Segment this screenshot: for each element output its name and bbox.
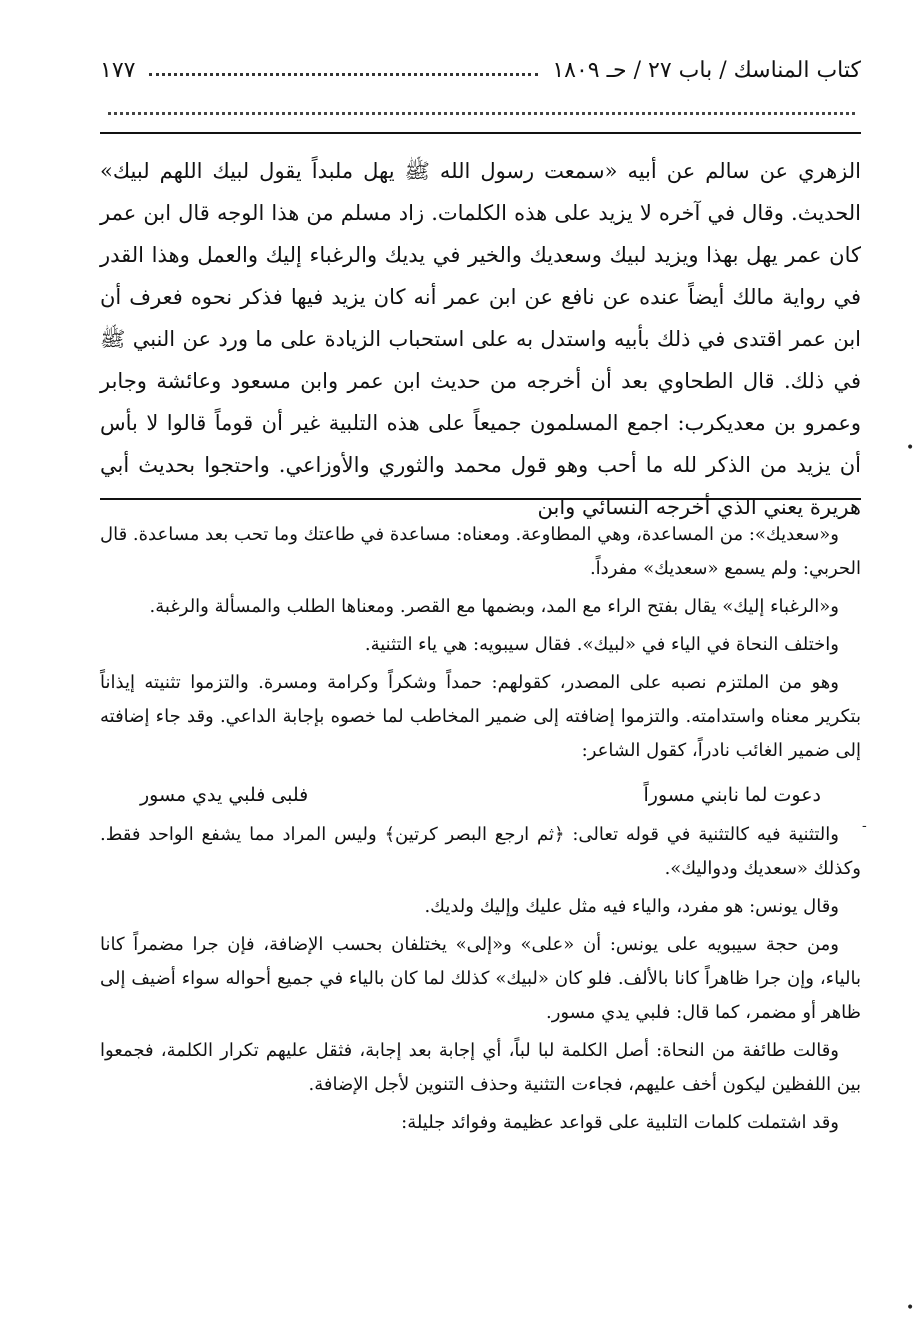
- note-taifa: وقالت طائفة من النحاة: أصل الكلمة لبا لباً، أي إجابة بعد إجابة، فثقل عليهم تكرار الكلمة، فجمعوا بين اللفظين ليكون أخف عليهم، فجاءت التثنية وحذف التنوين لأجل الإضافة.: [100, 1040, 861, 1095]
- margin-mark: -: [862, 818, 867, 834]
- margin-mark: •: [906, 1300, 914, 1316]
- note-hujja: ومن حجة سيبويه على يونس: أن «على» و«إلى» يختلفان بحسب الإضافة، فإن جرا مضمراً كانا بالياء، وإن جرا ظاهراً كانا بالألف. فلو كان «لبيك» كذلك لما كان بالياء في جميع أحواله سواء أضيف إلى ظاهر أو مضمر، كما قال: فلبي يدي مسور.: [100, 934, 861, 1023]
- footnote-separator: [100, 498, 861, 500]
- header-title: كتاب المناسك / باب ٢٧ / حـ ١٨٠٩: [552, 57, 861, 83]
- margin-mark: •: [906, 440, 914, 456]
- note-masdar: وهو من الملتزم نصبه على المصدر، كقولهم: حمداً وشكراً وكرامة ومسرة. والتزموا تثنيته إيذاناً بتكرير معناه واستدامته. والتزموا إضافته إلى ضمير المخاطب لما خصوه بإجابة الداعي. وقد جاء إضافته إلى ضمير الغائب نادراً، كقول الشاعر:: [100, 672, 861, 761]
- main-paragraph: الزهري عن سالم عن أبيه «سمعت رسول الله ﷺ يهل ملبداً يقول لبيك اللهم لبيك» الحديث. وقال في آخره لا يزيد على هذه الكلمات. زاد مسلم من هذا الوجه قال ابن عمر كان عمر يهل بهذا ويزيد لبيك وسعديك والخير في يديك والرغباء إليك والعمل وهذا القدر في رواية مالك أيضاً عنده عن نافع عن ابن عمر أنه كان يزيد فيها فذكر نحوه فعرف أن ابن عمر اقتدى في ذلك بأبيه واستدل به على استحباب الزيادة على ما ورد عن النبي ﷺ في ذلك. قال الطحاوي بعد أن أخرجه من حديث ابن عمر وابن مسعود وعائشة وجابر وعمرو بن معديكرب: اجمع المسلمون جميعاً على هذه التلبية غير أن قوماً قالوا لا بأس أن يزيد من الذكر لله ما أحب وهو قول محمد والثوري والأوزاعي. واحتجوا بحديث أبي هريرة يعني الذي أخرجه النسائي وابن: [100, 159, 861, 519]
- verse-first-hemistich: دعوت لما نابني مسوراً: [643, 784, 821, 806]
- note-qawaid: وقد اشتملت كلمات التلبية على قواعد عظيمة وفوائد جليلة:: [401, 1112, 839, 1133]
- running-header: [100, 50, 861, 90]
- note-yunus: وقال يونس: هو مفرد، والياء فيه مثل عليك وإليك ولديك.: [424, 896, 839, 917]
- note-raghba: و«الرغباء إليك» يقال بفتح الراء مع المد، وبضمها مع القصر. ومعناها الطلب والمسألة والرغبة.: [149, 596, 839, 617]
- verse-second-hemistich: فلبى فلبي يدي مسور: [140, 784, 309, 806]
- header-rule: [100, 132, 861, 134]
- note-saadayk: و«سعديك»: من المساعدة، وهي المطاوعة. ومعناه: مساعدة في طاعتك وما تحب بعد مساعدة. قال الحربي: ولم يسمع «سعديك» مفرداً.: [100, 524, 861, 579]
- note-ikhtilaf: واختلف النحاة في الياء في «لبيك». فقال سيبويه: هي ياء التثنية.: [364, 634, 839, 655]
- commentary: [100, 518, 861, 1144]
- header-dotted-line: [108, 112, 855, 115]
- main-text: [100, 150, 861, 528]
- note-tathniya: والتثنية فيه كالتثنية في قوله تعالى: ﴿ثم ارجع البصر كرتين﴾ وليس المراد مما يشفع الواحد فقط. وكذلك «سعديك ودواليك».: [100, 824, 861, 879]
- header-leader-dots: [149, 73, 538, 76]
- page-number: ١٧٧: [100, 57, 136, 83]
- poetry-verse: [100, 772, 861, 818]
